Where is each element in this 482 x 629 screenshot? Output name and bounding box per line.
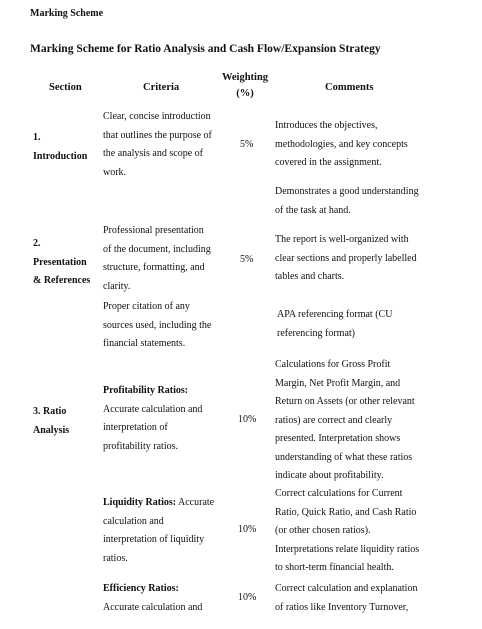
- comments-references: [277, 306, 392, 343]
- section-label: Presentation: [33, 256, 87, 268]
- criteria-line: work.: [103, 166, 127, 178]
- comment-line: clear sections and properly labelled: [275, 252, 417, 264]
- comments-efficiency: [275, 580, 417, 617]
- criteria-title: Efficiency Ratios:: [103, 583, 179, 594]
- criteria-efficiency: [103, 580, 202, 617]
- criteria-line: financial statements.: [103, 338, 186, 349]
- criteria-title: Profitability Ratios:: [103, 385, 189, 396]
- criteria-line: that outlines the purpose of: [103, 129, 212, 141]
- comment-line: The report is well-organized with: [275, 234, 409, 245]
- weighting-introduction: 5%: [240, 139, 254, 150]
- criteria-line: interpretation of: [103, 422, 168, 433]
- comments-liquidity: [275, 485, 419, 578]
- criteria-references: [103, 298, 211, 354]
- comment-line: referencing format): [277, 327, 356, 339]
- criteria-liquidity: [103, 494, 214, 568]
- criteria-line: Accurate calculation and: [103, 403, 203, 415]
- comment-line: indicate about profitability.: [275, 470, 384, 481]
- comment-line: Ratio, Quick Ratio, and Cash Ratio: [275, 506, 417, 518]
- criteria-title: Liquidity Ratios:: [103, 497, 177, 508]
- comment-line: methodologies, and key concepts: [275, 138, 408, 150]
- weighting-header-line: Weighting: [221, 72, 269, 83]
- criteria-line: Clear, concise introduction: [103, 111, 211, 122]
- document-title: Marking Scheme for Ratio Analysis and Cash Flow/Expansion Strategy: [30, 43, 381, 55]
- comment-line: presented. Interpretation shows: [275, 433, 401, 444]
- criteria-line: ratios.: [103, 552, 128, 564]
- comment-line: Margin, Net Profit Margin, and: [275, 377, 401, 389]
- weighting-header-unit: (%): [236, 88, 254, 99]
- criteria-first-line: [103, 494, 214, 513]
- weighting-efficiency: 10%: [238, 592, 257, 603]
- document-header: Marking Scheme: [30, 8, 104, 19]
- criteria-line: Professional presentation: [103, 225, 204, 236]
- criteria-line: Accurate: [176, 497, 215, 508]
- section-presentation: [33, 235, 90, 291]
- section-introduction: [33, 128, 87, 166]
- criteria-introduction: [103, 108, 212, 182]
- section-label: Analysis: [33, 425, 70, 436]
- criteria-line: the analysis and scope of: [103, 148, 203, 159]
- criteria-line: structure, formatting, and: [103, 262, 205, 273]
- comment-line: APA referencing format (CU: [277, 309, 393, 320]
- criteria-profitability: [103, 382, 202, 456]
- column-header-criteria: Criteria: [143, 82, 180, 93]
- comment-line: covered in the assignment.: [275, 157, 382, 168]
- comment-line: of the task at hand.: [275, 204, 351, 216]
- criteria-presentation: [103, 222, 211, 296]
- comment-line: Introduces the objectives,: [275, 120, 378, 131]
- column-header-section: Section: [49, 82, 82, 93]
- comments-introduction: [275, 117, 408, 173]
- comment-line: Demonstrates a good understanding: [275, 186, 419, 197]
- section-label: Introduction: [33, 151, 88, 162]
- column-header-comments: Comments: [325, 82, 374, 93]
- comment-line: (or other chosen ratios).: [275, 525, 371, 536]
- section-label: & References: [33, 275, 91, 286]
- criteria-line: clarity.: [103, 280, 131, 292]
- comment-line: to short-term financial health.: [275, 562, 394, 573]
- weighting-profitability: 10%: [238, 414, 257, 425]
- section-number: 1.: [33, 132, 41, 143]
- criteria-line: Proper citation of any: [103, 301, 190, 312]
- criteria-line: of the document, including: [103, 243, 211, 255]
- section-number: 3. Ratio: [33, 406, 67, 417]
- weighting-liquidity: 10%: [238, 524, 257, 535]
- comment-line: tables and charts.: [275, 271, 345, 282]
- column-header-weighting: [220, 72, 270, 99]
- comments-presentation-pre: [275, 183, 419, 220]
- comment-line: understanding of what these ratios: [275, 451, 413, 463]
- comment-line: of ratios like Inventory Turnover,: [275, 601, 409, 613]
- comment-line: Correct calculations for Current: [275, 488, 403, 499]
- comment-line: Interpretations relate liquidity ratios: [275, 543, 420, 555]
- comments-profitability: [275, 356, 415, 486]
- criteria-line: profitability ratios.: [103, 440, 178, 452]
- comment-line: Correct calculation and explanation: [275, 583, 418, 594]
- criteria-line: calculation and: [103, 515, 164, 527]
- comment-line: Return on Assets (or other relevant: [275, 396, 415, 407]
- weighting-presentation: 5%: [240, 254, 254, 265]
- section-ratio-analysis: [33, 402, 69, 440]
- comment-line: ratios) are correct and clearly: [275, 414, 393, 426]
- comments-presentation: [275, 231, 417, 287]
- criteria-line: sources used, including the: [103, 319, 212, 331]
- criteria-line: Accurate calculation and: [103, 601, 203, 613]
- comment-line: Calculations for Gross Profit: [275, 359, 391, 370]
- criteria-line: interpretation of liquidity: [103, 534, 205, 545]
- section-number: 2.: [33, 238, 41, 249]
